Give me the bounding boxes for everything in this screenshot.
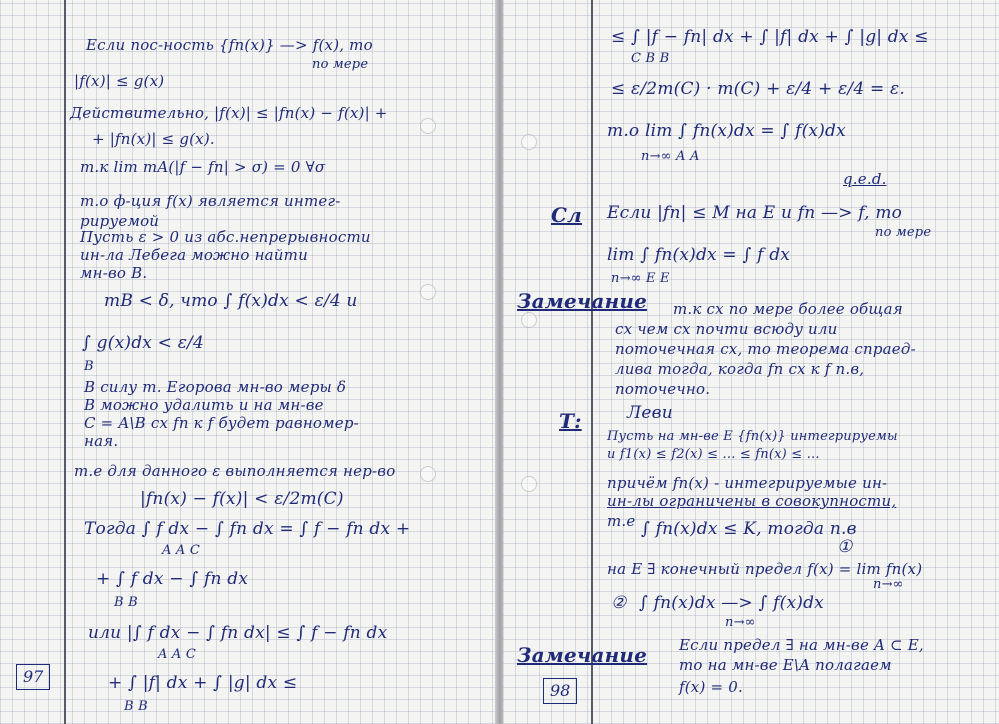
note-line: т.о lim ∫ fn(x)dx = ∫ f(x)dx xyxy=(607,121,846,141)
note-line: ≤ ∫ |f − fn| dx + ∫ |f| dx + ∫ |g| dx ≤ xyxy=(611,27,929,47)
theorem-title: Леви xyxy=(627,403,673,423)
note-line: т.о ф-ция f(x) является интег- xyxy=(80,192,341,210)
note-line: причём fn(x) - интегрируемые ин- xyxy=(607,474,888,492)
note-line: ин-лы ограничены в совокупности, xyxy=(607,492,897,510)
note-line: на E ∃ конечный предел f(x) = lim fn(x) xyxy=(607,560,923,578)
binder-hole xyxy=(521,312,537,328)
note-line: ≤ ε/2m(C) · m(C) + ε/4 + ε/4 = ε. xyxy=(611,79,905,99)
note-subscript: n→∞ xyxy=(873,577,904,592)
note-subscript: n→∞ A A xyxy=(641,149,700,164)
note-line: поточечно. xyxy=(615,380,711,398)
note-line: т.е xyxy=(607,512,636,530)
note-line: C = A\B сх fn к f будет равномер- xyxy=(84,414,359,432)
circled-one: ① xyxy=(837,537,853,557)
note-subscript: n→∞ E E xyxy=(611,271,670,286)
note-line: или |∫ f dx − ∫ fn dx| ≤ ∫ f − fn dx xyxy=(88,623,388,643)
note-line: + ∫ f dx − ∫ fn dx xyxy=(96,569,249,589)
note-line: сх чем сх почти всюду или xyxy=(615,320,838,338)
note-subscript: по мере xyxy=(312,57,369,72)
remark-label: Замечание xyxy=(517,643,648,667)
binder-hole xyxy=(420,466,436,482)
note-line: Действительно, |f(x)| ≤ |fn(x) − f(x)| + xyxy=(70,104,388,122)
note-subscript: C B B xyxy=(631,51,670,66)
note-line: B можно удалить и на мн-ве xyxy=(84,396,324,414)
page-number: 98 xyxy=(543,678,577,704)
right-page xyxy=(503,0,999,724)
note-subscript: A A C xyxy=(158,647,196,662)
note-line: В силу т. Егорова мн-во меры δ xyxy=(84,378,347,396)
note-subscript: B xyxy=(84,359,94,374)
binder-hole xyxy=(521,134,537,150)
corollary-label: Сл xyxy=(551,203,582,227)
note-line: Если пос-ность {fn(x)} —> f(x), то xyxy=(86,36,373,54)
binder-hole xyxy=(420,284,436,300)
note-line: рируемой xyxy=(80,212,160,230)
note-line: поточечная сх, то теорема спраед- xyxy=(615,340,916,358)
right-margin-line xyxy=(591,0,593,724)
note-line: ∫ fn(x)dx ≤ K, тогда п.в xyxy=(641,519,857,539)
left-page xyxy=(0,0,497,724)
page-number: 97 xyxy=(16,664,50,690)
left-margin-line xyxy=(64,0,66,724)
note-line: лива тогда, когда fn сх к f п.в, xyxy=(615,360,865,378)
remark-label: Замечание xyxy=(517,289,648,313)
note-line: |f(x)| ≤ g(x) xyxy=(74,72,165,90)
binder-hole xyxy=(521,476,537,492)
note-line: Пусть ε > 0 из абс.непрерывности xyxy=(80,228,371,246)
note-subscript: n→∞ xyxy=(725,615,756,630)
note-line: т.к сх по мере более общая xyxy=(673,300,903,318)
note-line: ин-ла Лебега можно найти xyxy=(80,246,308,264)
note-line: Тогда ∫ f dx − ∫ fn dx = ∫ f − fn dx + xyxy=(84,519,411,539)
note-line: mB < δ, что ∫ f(x)dx < ε/4 и xyxy=(104,291,358,311)
binder-hole xyxy=(420,118,436,134)
note-line: lim ∫ fn(x)dx = ∫ f dx xyxy=(607,245,791,265)
note-line: и f1(x) ≤ f2(x) ≤ ... ≤ fn(x) ≤ ... xyxy=(607,447,820,462)
theorem-label: Т: xyxy=(559,409,582,433)
note-line: f(x) = 0. xyxy=(679,678,743,696)
circled-two: ② xyxy=(611,593,627,613)
note-line: |fn(x) − f(x)| < ε/2m(C) xyxy=(140,489,344,509)
note-subscript: A A C xyxy=(162,543,200,558)
note-line: то на мн-ве E\A полагаем xyxy=(679,656,892,674)
note-line: мн-во B. xyxy=(80,264,148,282)
note-subscript: по мере xyxy=(875,225,932,240)
qed-mark: q.e.d. xyxy=(843,170,887,188)
note-line: ∫ fn(x)dx —> ∫ f(x)dx xyxy=(639,593,824,613)
note-line: т.е для данного ε выполняется нер-во xyxy=(74,462,396,480)
note-subscript: B B xyxy=(124,699,148,714)
note-line: т.к lim mA(|f − fn| > σ) = 0 ∀σ xyxy=(80,158,326,176)
note-line: ная. xyxy=(84,432,119,450)
note-line: Пусть на мн-ве E {fn(x)} интегрируемы xyxy=(607,429,898,444)
note-line: + ∫ |f| dx + ∫ |g| dx ≤ xyxy=(108,673,298,693)
note-subscript: B B xyxy=(114,595,138,610)
note-line: + |fn(x)| ≤ g(x). xyxy=(92,130,215,148)
note-line: Если |fn| ≤ M на E и fn —> f, то xyxy=(607,203,903,223)
note-line: ∫ g(x)dx < ε/4 xyxy=(82,333,204,353)
note-line: Если предел ∃ на мн-ве A ⊂ E, xyxy=(679,636,924,654)
